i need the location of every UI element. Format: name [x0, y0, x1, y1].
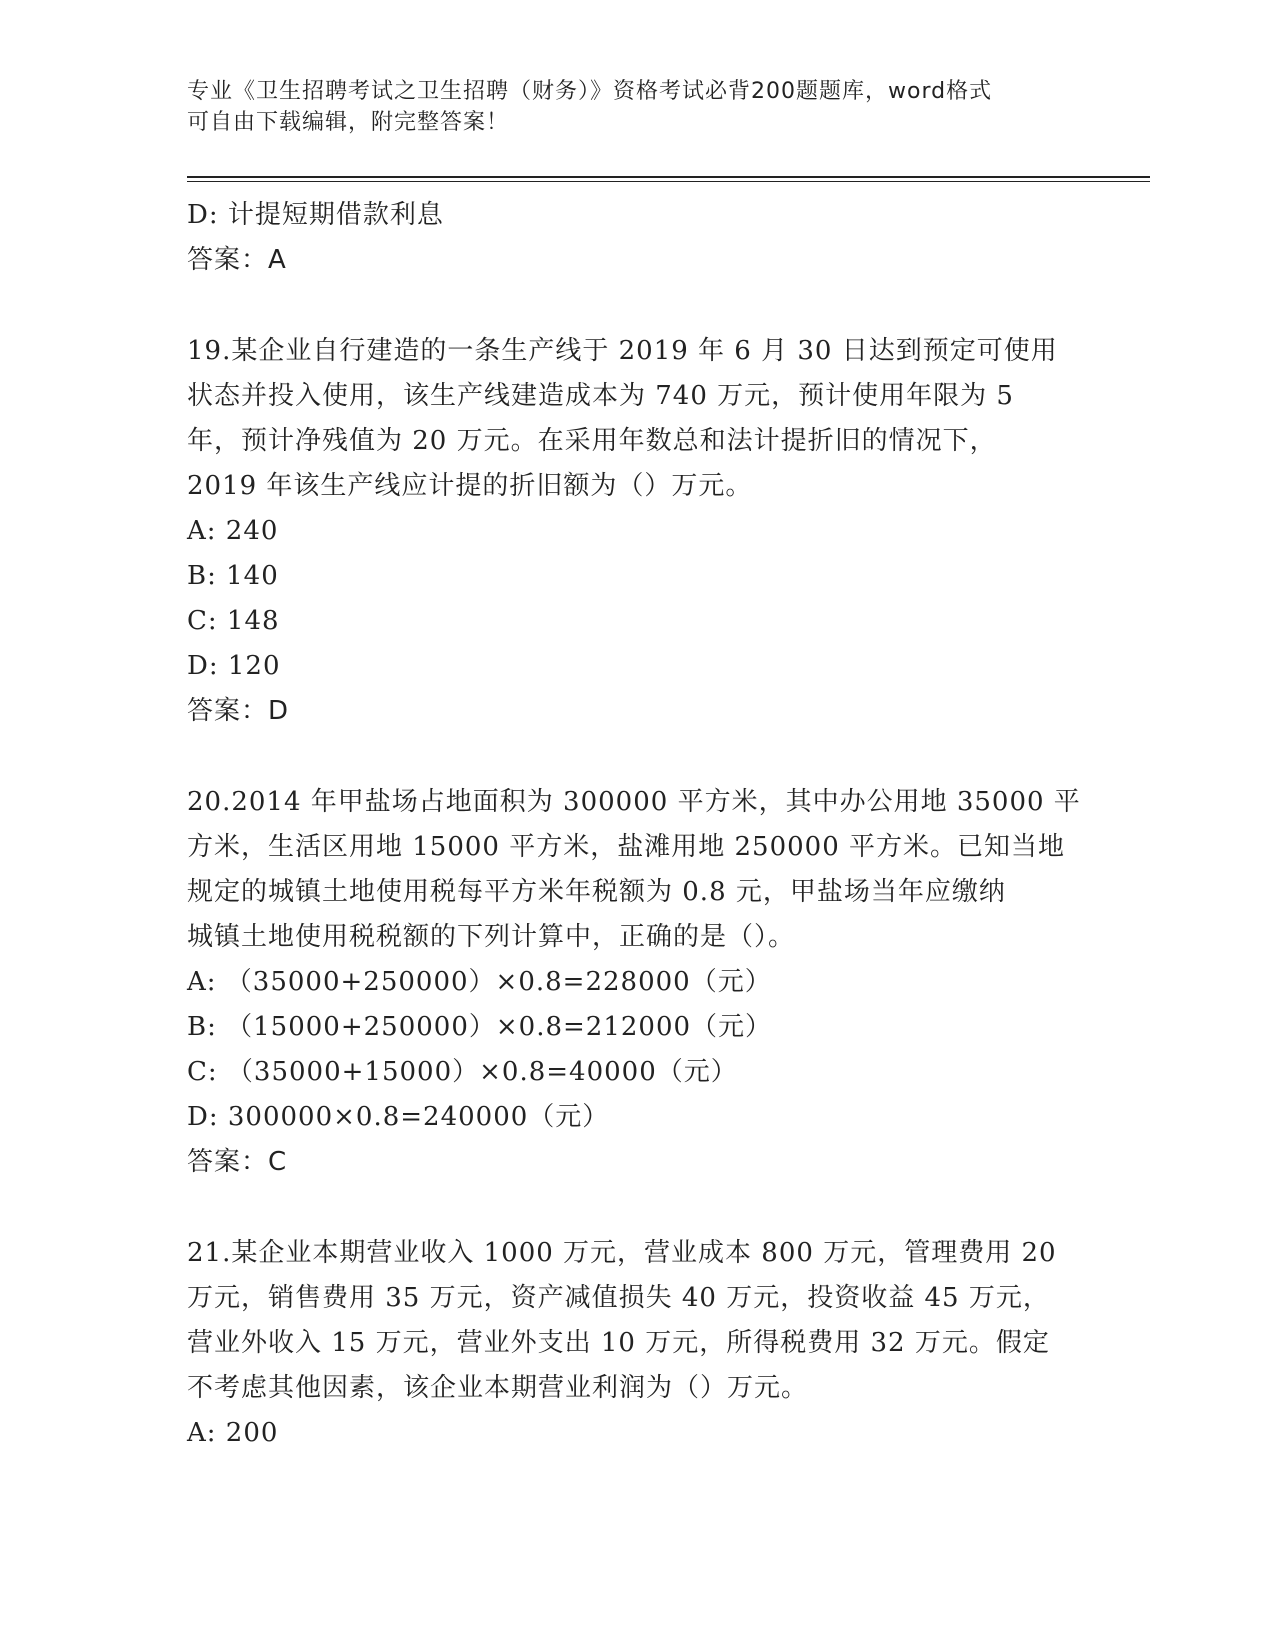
prev-answer: 答案：A — [187, 245, 287, 275]
question-19-option-d: D: 120 — [187, 651, 281, 681]
spacer — [187, 283, 1067, 329]
question-content — [187, 193, 1081, 1456]
question-21 — [187, 1231, 1067, 1456]
question-19-line-1: 19.某企业自行建造的一条生产线于 2019 年 6 月 30 日达到预定可使用 — [187, 336, 1058, 366]
question-20 — [187, 780, 1081, 1185]
question-19-option-a: A: 240 — [187, 516, 279, 546]
header-rule-thin — [187, 181, 1150, 182]
question-20-line-1: 20.2014 年甲盐场占地面积为 300000 平方米，其中办公用地 35000 平 — [187, 787, 1081, 817]
question-20-option-b: B: （15000+250000）×0.8=212000（元） — [187, 1012, 773, 1042]
prev-option-d: D: 计提短期借款利息 — [187, 200, 444, 230]
page-header — [187, 76, 1067, 138]
question-20-option-d: D: 300000×0.8=240000（元） — [187, 1102, 610, 1132]
header-line-2: 可自由下载编辑，附完整答案！ — [187, 110, 510, 135]
question-20-line-2: 方米，生活区用地 15000 平方米，盐滩用地 250000 平方米。已知当地 — [187, 832, 1066, 862]
question-21-line-3: 营业外收入 15 万元，营业外支出 10 万元，所得税费用 32 万元。假定 — [187, 1328, 1050, 1358]
question-20-option-c: C: （35000+15000）×0.8=40000（元） — [187, 1057, 738, 1087]
question-21-line-2: 万元，销售费用 35 万元，资产减值损失 40 万元，投资收益 45 万元， — [187, 1283, 1050, 1313]
question-19-option-c: C: 148 — [187, 606, 280, 636]
question-21-line-4: 不考虑其他因素，该企业本期营业利润为（）万元。 — [187, 1373, 809, 1403]
spacer — [187, 734, 1067, 780]
question-19-answer: 答案：D — [187, 696, 290, 726]
spacer — [187, 1185, 1067, 1231]
question-19-option-b: B: 140 — [187, 561, 279, 591]
header-line-1: 专业《卫生招聘考试之卫生招聘（财务）》资格考试必背200题题库，word格式 — [187, 79, 993, 104]
question-20-option-a: A: （35000+250000）×0.8=228000（元） — [187, 967, 772, 997]
question-19-line-3: 年，预计净残值为 20 万元。在采用年数总和法计提折旧的情况下， — [187, 426, 997, 456]
question-21-line-1: 21.某企业本期营业收入 1000 万元，营业成本 800 万元，管理费用 20 — [187, 1238, 1057, 1268]
question-19-line-2: 状态并投入使用，该生产线建造成本为 740 万元，预计使用年限为 5 — [187, 381, 1014, 411]
question-20-answer: 答案：C — [187, 1147, 288, 1177]
question-20-line-3: 规定的城镇土地使用税每平方米年税额为 0.8 元，甲盐场当年应缴纳 — [187, 877, 1006, 907]
header-rule-thick — [187, 176, 1150, 178]
question-19 — [187, 329, 1067, 734]
question-21-option-a: A: 200 — [187, 1418, 279, 1448]
question-20-line-4: 城镇土地使用税税额的下列计算中，正确的是（）。 — [187, 922, 796, 952]
question-19-line-4: 2019 年该生产线应计提的折旧额为（）万元。 — [187, 471, 753, 501]
